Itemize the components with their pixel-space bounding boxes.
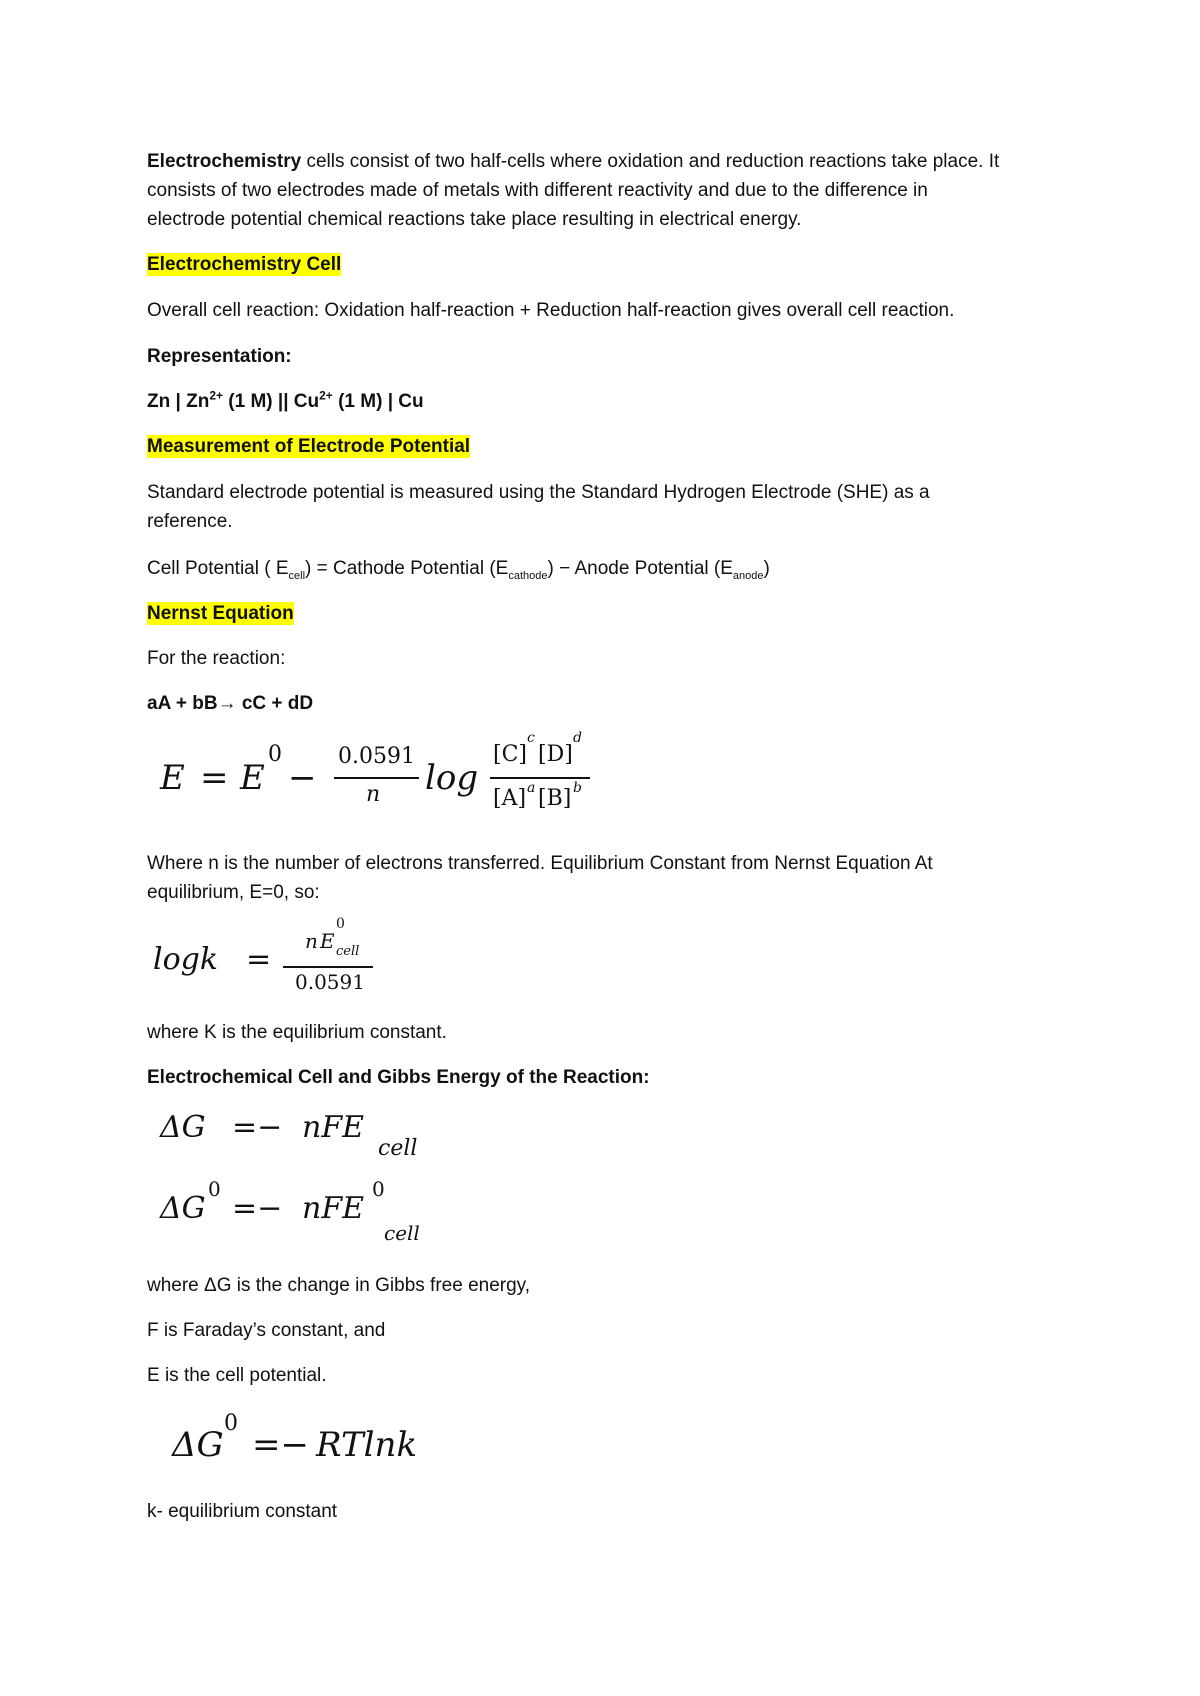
gibbs2-nfe: nFE — [302, 1191, 365, 1226]
gibbs-equation-2 — [150, 1177, 470, 1245]
for-the-reaction: For the reaction: — [147, 648, 286, 669]
intro-body-1: cells consist of two half-cells where oxidation and reduction reactions take place. It — [301, 151, 1000, 172]
intro-line-3: electrode potential chemical reactions take place resulting in electrical energy. — [147, 209, 802, 230]
logk-equals: = — [246, 942, 272, 977]
logk-n: n — [305, 929, 318, 953]
where-n-line-1: Where n is the number of electrons transferred. Equilibrium Constant from Nernst Equation At — [147, 853, 933, 874]
logk-den: 0.0591 — [295, 970, 365, 994]
where-dg: where ΔG is the change in Gibbs free energy, — [147, 1275, 531, 1296]
logk-E-sub: cell — [336, 944, 360, 959]
nernst-b-exp: b — [573, 780, 582, 796]
cell-notation: Zn | $Zn^{2+}$ (1 M) || $Cu^{2+}$ (1 M) | Cu — [147, 388, 424, 412]
e-cell-potential: E is the cell potential. — [147, 1365, 327, 1386]
rt-dg: ΔG — [172, 1425, 224, 1465]
logk-frac-bar — [283, 966, 373, 968]
nernst-log: log — [425, 758, 479, 798]
nernst-d-exp: d — [573, 730, 582, 746]
logk-E-sup: 0 — [336, 916, 345, 932]
gibbs1-dg: ΔG — [160, 1110, 206, 1145]
nernst-frac-bar-1 — [334, 777, 419, 779]
logk-lhs: logk — [153, 942, 219, 977]
nernst-num: 0.0591 — [338, 744, 415, 769]
heading-nernst: Nernst Equation — [147, 603, 294, 624]
general-reaction: aA + bB→ cC + dD — [147, 693, 314, 714]
representation-title: Representation: — [147, 346, 292, 367]
she-line-1: Standard electrode potential is measured using the Standard Hydrogen Electrode (SHE) as a — [147, 482, 930, 503]
nernst-e0-sup: 0 — [268, 742, 282, 767]
gibbs1-cell: cell — [378, 1136, 418, 1161]
nernst-D: [D] — [538, 742, 573, 767]
rt-rhs: RTlnk — [316, 1425, 418, 1465]
nernst-frac-bar-2 — [490, 777, 590, 779]
heading-measurement: Measurement of Electrode Potential — [147, 436, 471, 457]
nernst-A: [A] — [493, 786, 527, 811]
k-equilibrium: k- equilibrium constant — [147, 1501, 338, 1522]
gibbs2-sup: 0 — [208, 1177, 221, 1201]
she-line-2: reference. — [147, 511, 233, 532]
nernst-den: n — [366, 782, 381, 807]
nernst-equals: = — [200, 758, 229, 798]
gibbs-equation-1 — [150, 1110, 470, 1170]
nernst-lhs: E — [160, 758, 185, 798]
gibbs1-eq: =− — [232, 1110, 283, 1145]
rt-sup: 0 — [224, 1411, 238, 1436]
gibbs1-nfe: nFE — [302, 1110, 365, 1145]
nernst-B: [B] — [538, 786, 572, 811]
gibbs2-cell: cell — [384, 1221, 420, 1245]
where-k: where K is the equilibrium constant. — [147, 1022, 447, 1043]
gibbs2-sup2: 0 — [372, 1177, 385, 1201]
intro-line-1 — [147, 147, 1077, 176]
rtlnk-equation — [160, 1411, 480, 1475]
logk-equation — [150, 916, 410, 1000]
where-n-line-2: equilibrium, E=0, so: — [147, 882, 320, 903]
nernst-a-exp: a — [527, 780, 536, 796]
nernst-c-exp: c — [527, 730, 535, 746]
intro-term: Electrochemistry — [147, 151, 302, 172]
heading-electrochemistry-cell: Electrochemistry Cell — [147, 254, 342, 275]
rt-eq: =− — [252, 1425, 309, 1465]
intro-line-2: consists of two electrodes made of metals with different reactivity and due to the difference in — [147, 180, 928, 201]
heading-gibbs: Electrochemical Cell and Gibbs Energy of the Reaction: — [147, 1067, 650, 1088]
nernst-equation — [150, 730, 620, 830]
logk-E: E — [320, 929, 335, 953]
gibbs2-dg: ΔG — [160, 1191, 206, 1226]
cell-potential-formula: Cell Potential ( $E_{cell}$) = Cathode Potential $(E_{cathode})$ − Anode Potential $(E_{anode})$ — [147, 558, 770, 582]
faraday-constant: F is Faraday’s constant, and — [147, 1320, 386, 1341]
nernst-C: [C] — [493, 742, 527, 767]
nernst-minus: − — [288, 758, 317, 798]
overall-reaction: Overall cell reaction: Oxidation half-reaction + Reduction half-reaction gives overall cell reaction. — [147, 300, 955, 321]
gibbs2-eq: =− — [232, 1191, 283, 1226]
nernst-e0: E — [240, 758, 265, 798]
